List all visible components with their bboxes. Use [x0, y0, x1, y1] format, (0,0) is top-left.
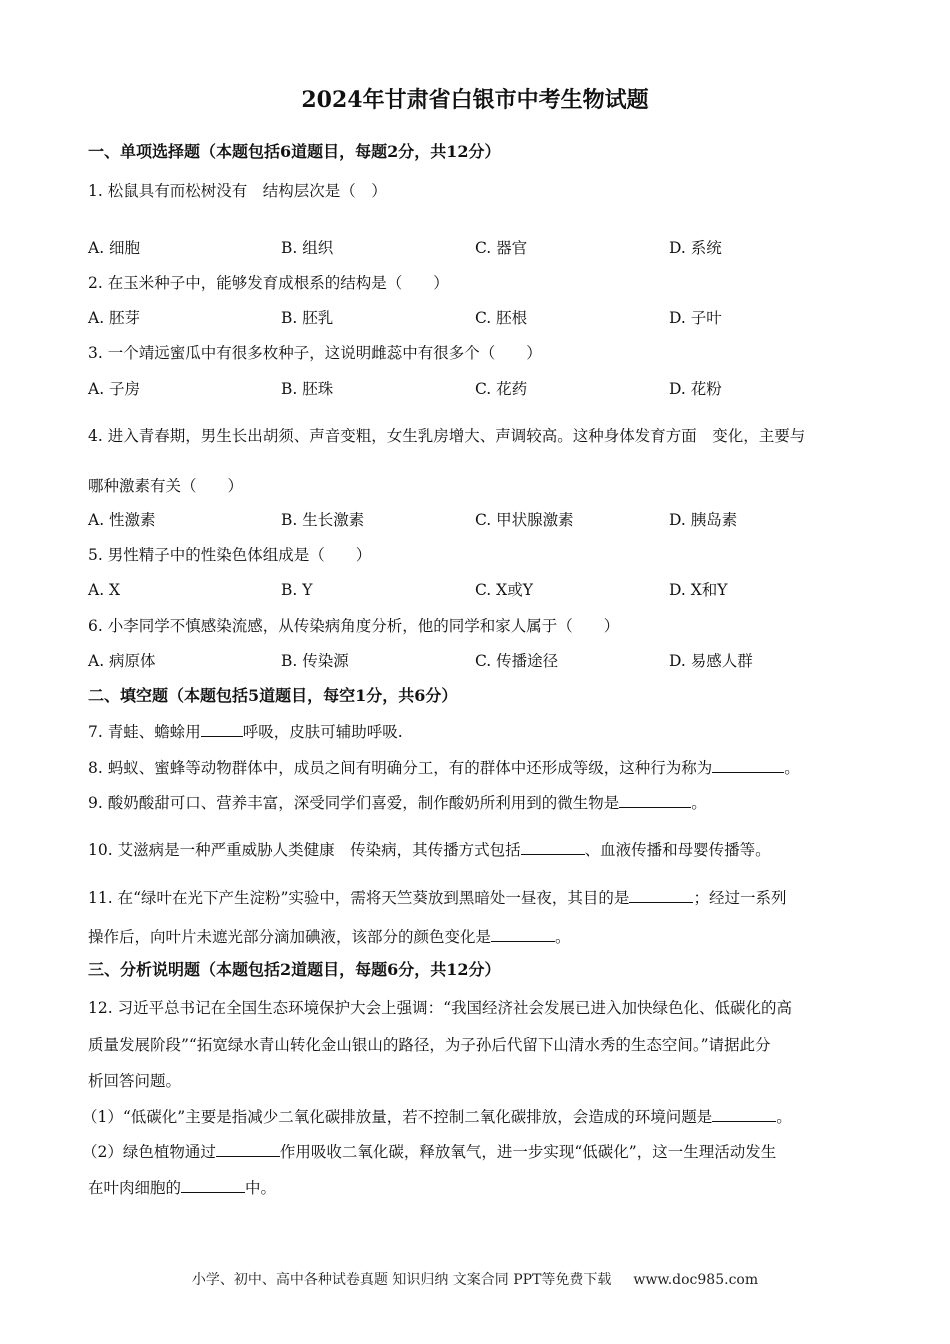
question-3-option-c: C. 花药	[475, 380, 528, 398]
question-11-line-1	[88, 888, 786, 908]
question-6-option-d: D. 易感人群	[669, 652, 753, 670]
question-12-sub-2-text-d: 中。	[245, 1179, 277, 1197]
question-12-sub-2-answer-blank-2[interactable]	[181, 1178, 245, 1193]
question-4-stem: 4. 进入青春期，男生长出胡须、声音变粗，女生乳房增大、声调较高。这种身体发育方面 变化，主要与	[88, 427, 806, 445]
question-10-text-a: 10. 艾滋病是一种严重威胁人类健康 传染病，其传播方式包括	[88, 841, 521, 859]
question-10	[88, 840, 771, 860]
question-8-text-a: 8. 蚂蚁、蜜蜂等动物群体中，成员之间有明确分工，有的群体中还形成等级，这种行为称为	[88, 759, 713, 777]
question-11-answer-blank-1[interactable]	[629, 888, 693, 903]
question-3-option-d: D. 花粉	[669, 380, 722, 398]
question-7-text-b: 呼吸，皮肤可辅助呼吸.	[242, 723, 403, 741]
question-1-option-d: D. 系统	[669, 239, 722, 257]
question-5-option-b: B. Y	[281, 581, 313, 599]
question-1-option-a: A. 细胞	[88, 239, 141, 257]
question-12-sub-2-answer-blank-1[interactable]	[216, 1142, 280, 1157]
question-12-sub-2-text-c: 在叶肉细胞的	[88, 1179, 182, 1197]
question-7	[88, 722, 403, 742]
question-7-answer-blank[interactable]	[201, 722, 243, 737]
question-5-option-d: D. X和Y	[669, 581, 728, 599]
question-6-option-b: B. 传染源	[281, 652, 349, 670]
question-8-answer-blank[interactable]	[712, 758, 784, 773]
question-1-option-c: C. 器官	[475, 239, 528, 257]
question-12-sub-2-line-1	[82, 1142, 776, 1162]
question-12-line-1: 12. 习近平总书记在全国生态环境保护大会上强调：“我国经济社会发展已进入加快绿色化、低碳化的高	[88, 999, 793, 1017]
question-12-line-2: 质量发展阶段”“拓宽绿水青山转化金山银山的路径，为子孙后代留下山清水秀的生态空间。”请据此分	[88, 1036, 771, 1054]
question-7-text-a: 7. 青蛙、蟾蜍用	[88, 723, 201, 741]
question-9-answer-blank[interactable]	[619, 793, 691, 808]
question-5-stem: 5. 男性精子中的性染色体组成是（ ）	[88, 546, 372, 564]
question-4-stem-continued: 哪种激素有关（ ）	[88, 477, 244, 495]
question-4-option-d: D. 胰岛素	[669, 511, 738, 529]
question-3-stem: 3. 一个靖远蜜瓜中有很多枚种子，这说明雌蕊中有很多个（ ）	[88, 344, 542, 362]
section-1-heading: 一、单项选择题（本题包括6道题目，每题2分，共12分）	[88, 142, 501, 161]
question-1-option-b: B. 组织	[281, 239, 334, 257]
question-8	[88, 758, 800, 778]
question-4-option-b: B. 生长激素	[281, 511, 365, 529]
question-12-sub-2-text-a: （2）绿色植物通过	[82, 1143, 216, 1161]
question-2-option-c: C. 胚根	[475, 309, 528, 327]
question-10-answer-blank[interactable]	[521, 840, 585, 855]
question-6-option-c: C. 传播途径	[475, 652, 559, 670]
question-6-option-a: A. 病原体	[88, 652, 156, 670]
section-3-heading: 三、分析说明题（本题包括2道题目，每题6分，共12分）	[88, 960, 501, 979]
page-footer	[0, 1270, 950, 1290]
question-10-text-b: 、血液传播和母婴传播等。	[584, 841, 771, 859]
question-9	[88, 793, 707, 813]
page-title: 2024年甘肃省白银市中考生物试题	[301, 87, 649, 113]
question-11-text-c: 操作后，向叶片未遮光部分滴加碘液，该部分的颜色变化是	[88, 928, 492, 946]
question-11-text-a: 11. 在“绿叶在光下产生淀粉”实验中，需将天竺葵放到黑暗处一昼夜，其目的是	[88, 889, 630, 907]
footer-text: 小学、初中、高中各种试卷真题 知识归纳 文案合同 PPT等免费下载	[191, 1272, 612, 1288]
question-9-text-b: 。	[691, 794, 707, 812]
question-11-answer-blank-2[interactable]	[491, 927, 555, 942]
question-8-text-b: 。	[784, 759, 800, 777]
question-12-sub-1	[82, 1107, 792, 1127]
question-3-option-b: B. 胚珠	[281, 380, 334, 398]
question-12-sub-1-answer-blank[interactable]	[712, 1107, 776, 1122]
question-11-text-d: 。	[555, 928, 571, 946]
question-4-option-a: A. 性激素	[88, 511, 156, 529]
question-3-option-a: A. 子房	[88, 380, 141, 398]
section-2-heading: 二、填空题（本题包括5道题目，每空1分，共6分）	[88, 686, 458, 705]
question-12-sub-2-text-b: 作用吸收二氧化碳，释放氧气，进一步实现“低碳化”，这一生理活动发生	[279, 1143, 777, 1161]
question-2-option-d: D. 子叶	[669, 309, 722, 327]
question-9-text-a: 9. 酸奶酸甜可口、营养丰富，深受同学们喜爱，制作酸奶所利用到的微生物是	[88, 794, 620, 812]
question-2-stem: 2. 在玉米种子中，能够发育成根系的结构是（ ）	[88, 274, 449, 292]
question-1-stem: 1. 松鼠具有而松树没有 结构层次是（ ）	[88, 182, 387, 200]
question-12-sub-1-text-a: （1）“低碳化”主要是指减少二氧化碳排放量，若不控制二氧化碳排放，会造成的环境问题是	[82, 1108, 713, 1126]
question-11-text-b: ；经过一系列	[693, 889, 787, 907]
question-4-option-c: C. 甲状腺激素	[475, 511, 574, 529]
question-12-sub-1-text-b: 。	[776, 1108, 792, 1126]
question-5-option-a: A. X	[88, 581, 121, 599]
footer-url-link[interactable]: www.doc985.com	[633, 1272, 759, 1288]
question-11-line-2	[88, 927, 571, 947]
question-2-option-b: B. 胚乳	[281, 309, 334, 327]
question-6-stem: 6. 小李同学不慎感染流感，从传染病角度分析，他的同学和家人属于（ ）	[88, 617, 620, 635]
question-5-option-c: C. X或Y	[475, 581, 533, 599]
question-2-option-a: A. 胚芽	[88, 309, 141, 327]
question-12-sub-2-line-2	[88, 1178, 276, 1198]
question-12-line-3: 析回答问题。	[88, 1072, 182, 1090]
